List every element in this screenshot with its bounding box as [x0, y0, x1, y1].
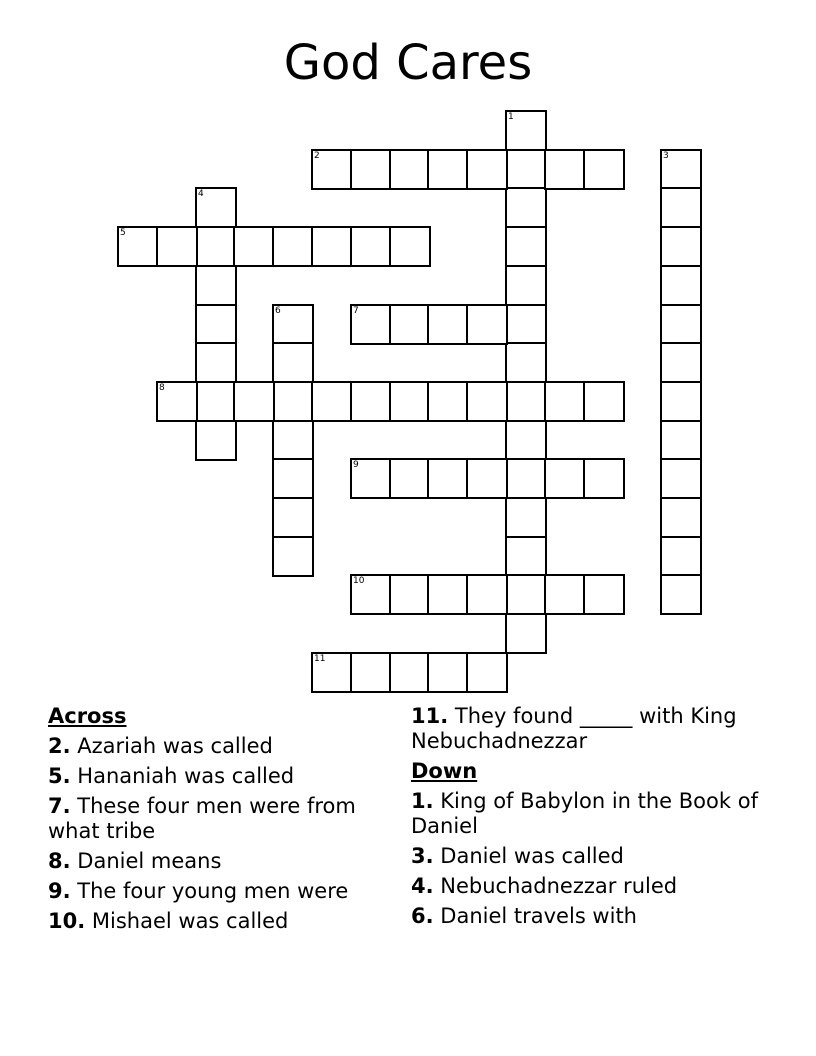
grid-cell[interactable] — [311, 652, 353, 693]
grid-cell[interactable] — [505, 226, 547, 267]
grid-cell[interactable] — [389, 652, 431, 693]
clue-text: They found _____ with King Nebuchadnezzar — [411, 704, 737, 753]
grid-cell[interactable] — [195, 342, 237, 383]
clue-number-label: 2 — [314, 151, 320, 161]
grid-cell[interactable] — [389, 304, 431, 345]
grid-cell[interactable] — [156, 381, 198, 422]
grid-cell[interactable] — [427, 149, 469, 190]
grid-cell[interactable] — [466, 652, 508, 693]
grid-cell[interactable] — [505, 265, 547, 306]
grid-cell[interactable] — [350, 149, 392, 190]
clue-item — [48, 909, 388, 934]
grid-cell[interactable] — [544, 458, 586, 499]
grid-cell[interactable] — [505, 420, 547, 461]
grid-cell[interactable] — [466, 574, 508, 615]
clue-text: These four men were from what tribe — [48, 794, 356, 843]
clue-number: 2. — [48, 734, 71, 758]
grid-cell[interactable] — [660, 265, 702, 306]
clues-column-right — [411, 704, 771, 934]
grid-cell[interactable] — [272, 420, 314, 461]
grid-cell[interactable] — [505, 536, 547, 577]
grid-cell[interactable] — [311, 381, 353, 422]
grid-cell[interactable] — [350, 304, 392, 345]
grid-cell[interactable] — [195, 187, 237, 228]
grid-cell[interactable] — [660, 149, 702, 190]
grid-cell[interactable] — [505, 497, 547, 538]
grid-cell[interactable] — [660, 574, 702, 615]
grid-cell[interactable] — [505, 187, 547, 228]
grid-cell[interactable] — [195, 265, 237, 306]
clue-number-label: 7 — [353, 306, 359, 316]
clue-item — [411, 874, 771, 899]
clues-column-left — [48, 704, 388, 939]
clue-number-label: 5 — [120, 228, 126, 238]
clue-number: 9. — [48, 879, 71, 903]
grid-cell[interactable] — [272, 536, 314, 577]
clue-number: 1. — [411, 789, 434, 813]
grid-cell[interactable] — [544, 381, 586, 422]
across-heading: Across — [48, 704, 127, 728]
clue-number-label: 10 — [353, 576, 365, 586]
grid-cell[interactable] — [505, 110, 547, 151]
clue-text: Hananiah was called — [77, 764, 295, 788]
grid-cell[interactable] — [505, 381, 547, 422]
grid-cell[interactable] — [272, 304, 314, 345]
grid-cell[interactable] — [427, 458, 469, 499]
clue-item — [48, 879, 388, 904]
grid-cell[interactable] — [350, 574, 392, 615]
grid-cell[interactable] — [427, 574, 469, 615]
grid-cell[interactable] — [466, 381, 508, 422]
grid-cell[interactable] — [272, 381, 314, 422]
grid-cell[interactable] — [660, 304, 702, 345]
clue-item — [48, 764, 388, 789]
grid-cell[interactable] — [350, 226, 392, 267]
grid-cell[interactable] — [583, 458, 625, 499]
grid-cell[interactable] — [660, 226, 702, 267]
grid-cell[interactable] — [583, 381, 625, 422]
grid-cell[interactable] — [427, 652, 469, 693]
grid-cell[interactable] — [583, 574, 625, 615]
clue-number-label: 1 — [508, 112, 514, 122]
grid-cell[interactable] — [272, 497, 314, 538]
clue-item — [48, 734, 388, 759]
clue-item — [411, 904, 771, 929]
grid-cell[interactable] — [660, 536, 702, 577]
clue-number-label: 4 — [198, 189, 204, 199]
clue-item — [48, 794, 388, 844]
grid-cell[interactable] — [427, 381, 469, 422]
grid-cell[interactable] — [660, 381, 702, 422]
down-heading: Down — [411, 759, 478, 783]
clue-number: 8. — [48, 849, 71, 873]
clue-number: 11. — [411, 704, 449, 728]
clue-number: 5. — [48, 764, 71, 788]
grid-cell[interactable] — [660, 420, 702, 461]
grid-cell[interactable] — [195, 381, 237, 422]
grid-cell[interactable] — [660, 458, 702, 499]
grid-cell[interactable] — [311, 149, 353, 190]
grid-cell[interactable] — [272, 458, 314, 499]
puzzle-title: God Cares — [283, 35, 533, 91]
grid-cell[interactable] — [660, 187, 702, 228]
clue-text: Daniel travels with — [440, 904, 637, 928]
clue-item — [48, 849, 388, 874]
grid-cell[interactable] — [505, 304, 547, 345]
grid-cell[interactable] — [350, 381, 392, 422]
clue-number-label: 9 — [353, 460, 359, 470]
grid-cell[interactable] — [505, 458, 547, 499]
grid-cell[interactable] — [505, 342, 547, 383]
grid-cell[interactable] — [233, 226, 275, 267]
clue-text: Nebuchadnezzar ruled — [440, 874, 678, 898]
clue-number-label: 8 — [159, 383, 165, 393]
grid-cell[interactable] — [466, 149, 508, 190]
grid-cell[interactable] — [505, 574, 547, 615]
clue-text: Daniel means — [77, 849, 222, 873]
grid-cell[interactable] — [660, 342, 702, 383]
grid-cell[interactable] — [427, 304, 469, 345]
clue-text: The four young men were — [77, 879, 349, 903]
clue-text: Azariah was called — [77, 734, 273, 758]
grid-cell[interactable] — [350, 458, 392, 499]
grid-cell[interactable] — [466, 304, 508, 345]
clue-number: 4. — [411, 874, 434, 898]
clue-item — [411, 704, 771, 754]
clue-number: 3. — [411, 844, 434, 868]
clue-number-label: 6 — [275, 306, 281, 316]
grid-cell[interactable] — [505, 149, 547, 190]
clue-item — [411, 844, 771, 869]
grid-cell[interactable] — [389, 381, 431, 422]
clue-number: 10. — [48, 909, 86, 933]
clue-number: 6. — [411, 904, 434, 928]
grid-cell[interactable] — [583, 149, 625, 190]
grid-cell[interactable] — [117, 226, 159, 267]
grid-cell[interactable] — [156, 226, 198, 267]
grid-cell[interactable] — [466, 458, 508, 499]
grid-cell[interactable] — [195, 226, 237, 267]
grid-cell[interactable] — [389, 149, 431, 190]
grid-cell[interactable] — [350, 652, 392, 693]
grid-cell[interactable] — [505, 613, 547, 654]
grid-cell[interactable] — [311, 226, 353, 267]
grid-cell[interactable] — [233, 381, 275, 422]
grid-cell[interactable] — [389, 458, 431, 499]
clue-text: Mishael was called — [91, 909, 289, 933]
clue-number-label: 11 — [314, 654, 326, 664]
grid-cell[interactable] — [272, 342, 314, 383]
grid-cell[interactable] — [195, 420, 237, 461]
grid-cell[interactable] — [389, 226, 431, 267]
clue-text: King of Babylon in the Book of Daniel — [411, 789, 758, 838]
clue-text: Daniel was called — [440, 844, 624, 868]
grid-cell[interactable] — [660, 497, 702, 538]
grid-cell[interactable] — [195, 304, 237, 345]
clue-number-label: 3 — [663, 151, 669, 161]
grid-cell[interactable] — [544, 574, 586, 615]
grid-cell[interactable] — [544, 149, 586, 190]
grid-cell[interactable] — [272, 226, 314, 267]
grid-cell[interactable] — [389, 574, 431, 615]
clue-item — [411, 789, 771, 839]
clue-number: 7. — [48, 794, 71, 818]
